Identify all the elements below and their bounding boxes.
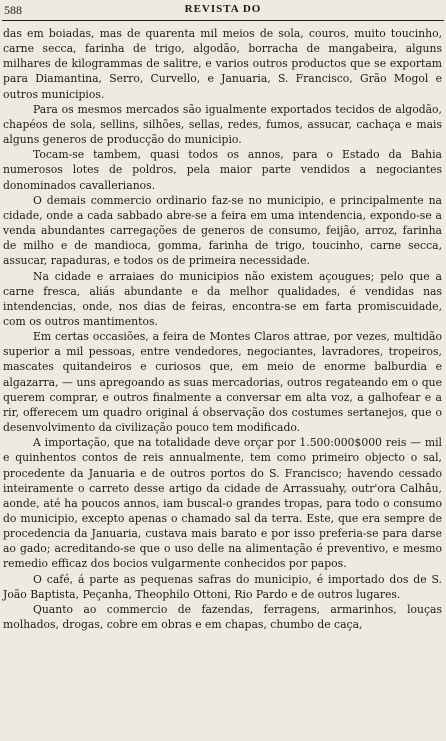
paragraph-5: Na cidade e arraiaes do municipios não existem açougues; pelo que a carne fresca, aliás abundante e da melhor qualidades, é vendidas nas intendencias, onde, nos dias de feiras, encontra-se em farta promiscuidade, com os outros mantimentos. (3, 269, 442, 328)
paragraph-7: A importação, que na totalidade deve orçar por 1.500:000$000 reis — mil e quinhentos contos de reis annualmente, tem como primeiro objecto o sal, procedente da Januaria e de outros portos do S. Francisco; havendo cessado inteiramente o carreto desse artigo da cidade de Arrassuahy, outr'ora Calhâu, aonde, até ha poucos annos, iam buscal-o grandes tropas, para todo o consumo do municipio, excepto apenas o chamado sal da terra. Este, que era sempre de procedencia da Januaria, custava mais barato e por isso preferia-se para darse ao gado; acreditando-se que o uso delle na alimentação é preventivo, e mesmo remedio efficaz dos bocios vulgarmente conhecidos por papos. (3, 436, 442, 571)
paragraph-3: Tocam-se tambem, quasi todos os annos, para o Estado da Bahia numerosos lotes de poldros, pela maior parte vendidos a negociantes donominados cavallerianos. (3, 148, 442, 192)
paragraph-2: Para os mesmos mercados são igualmente exportados tecidos de algodão, chapéos de sola, sellins, silhões, sellas, redes, fumos, assucar, cachaça e mais alguns generos de producção do municipio. (3, 102, 442, 147)
paragraph-8: O café, á parte as pequenas safras do municipio, é importado dos de S. João Baptista, Peçanha, Theophilo Ottoni, Rio Pardo e de outros lugares. (3, 572, 442, 601)
paragraph-6: Em certas occasiões, a feira de Montes Claros attrae, por vezes, multidão superior a mil pessoas, entre vendedores, negociantes, lavradores, tropeiros, mascates quitandeiros e curiosos que, em meio de enorme balburdia e algazarra, — uns apregoando as suas mercadorias, outros regateando em o que querem comprar, e outros finalmente a conversar em alta voz, a galhofear e a rir, offerecem um quadro original á observação dos costumes sertanejos, que o desenvolvimento da civilização pouco tem modificado. (3, 330, 442, 435)
paragraph-1: das em boiadas, mas de quarenta mil meios de sola, couros, muito toucinho, carne secca, farinha de trigo, algodão, borracha de mangabeira, alguns milhares de kilogrammas de salitre, e varios outros productos que se exportam para Diamantina, Serro, Curvello, e Januaria, S. Francisco, Grão Mogol e outros municipios. (3, 27, 442, 101)
paragraph-9: Quanto ao commercio de fazendas, ferragens, armarinhos, louças molhados, drogas, cobre em obras e em chapas, chumbo de caça, (3, 602, 442, 632)
paragraph-4: O demais commercio ordinario faz-se no municipio, e principalmente na cidade, onde a cada sabbado abre-se a feira em uma intendencia, expondo-se a venda abundantes carregações de generos de consumo, feijão, arroz, farinha de milho e de mandioca, gomma, farinha de trigo, toucinho, carne secca, assucar, rapaduras, e todos os de primeira necessidade. (3, 193, 442, 268)
page-header (4, 3, 442, 19)
running-title: REVISTA DO (184, 3, 262, 15)
header-rule (2, 20, 444, 21)
body-text (3, 26, 442, 741)
page-number: 588 (4, 3, 22, 17)
